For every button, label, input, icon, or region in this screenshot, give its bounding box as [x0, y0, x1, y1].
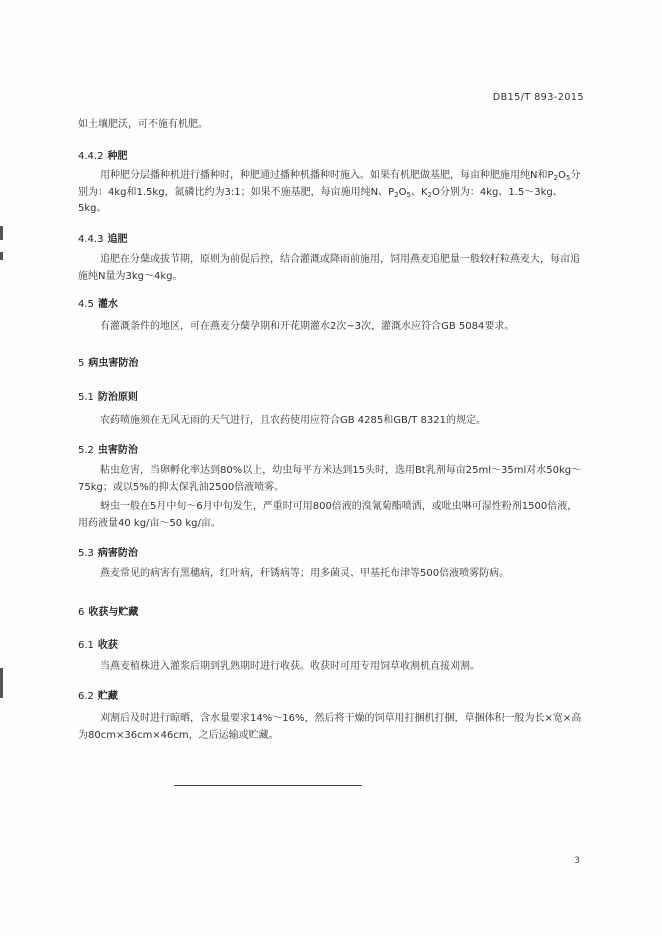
end-rule — [174, 785, 362, 786]
heading-6-2 — [78, 687, 118, 702]
paragraph-armyworm: 粘虫危害，当卵孵化率达到80%以上，幼虫每平方米达到15头时，选用Bt乳剂每亩25ml～35ml对水50kg～75kg；或以5%的抑太保乳油2500倍液喷雾。 — [78, 465, 582, 493]
heading-title: 收获与贮藏 — [88, 607, 139, 618]
heading-number: 4.5 — [78, 299, 94, 310]
heading-number: 4.4.3 — [78, 234, 104, 245]
heading-title: 防治原则 — [97, 392, 138, 403]
subscript: 2 — [427, 190, 432, 199]
text-run: 分别为：4kg和1.5kg，氮磷比约为3:1；如果不施基肥，每亩施用纯N、P — [78, 170, 581, 198]
paragraph-aphid: 蚜虫一般在5月中旬～6月中旬发生，严重时可用800倍液的溴氰菊酯喷洒，或吡虫啉可湿性粉剂1500倍液，用药液量40 kg/亩～50 kg/亩。 — [78, 501, 578, 529]
text-run: 用种肥分层播种机进行播种时，种肥通过播种机播种时施入。如果有机肥做基肥，每亩种肥施用纯N和P — [100, 170, 554, 181]
paragraph-control-principle: 农药喷施须在无风无雨的天气进行，且农药使用应符合GB 4285和GB/T 8321的规定。 — [100, 415, 486, 426]
heading-5-2 — [78, 441, 138, 456]
text-run: O分别为：4kg、1.5～3kg、5kg。 — [78, 186, 563, 214]
heading-number: 6 — [78, 607, 85, 618]
text-run: O — [557, 170, 566, 181]
subscript: 2 — [394, 190, 399, 199]
heading-title: 病虫害防治 — [88, 358, 139, 369]
heading-number: 5.2 — [78, 445, 94, 456]
heading-4-4-2 — [78, 147, 127, 162]
heading-title: 追肥 — [107, 234, 128, 245]
heading-title: 虫害防治 — [97, 445, 138, 456]
heading-title: 种肥 — [107, 151, 128, 162]
paragraph-disease: 燕麦常见的病害有黑穗病，红叶病，秆锈病等；用多菌灵、甲基托布津等500倍液喷雾防病。 — [100, 568, 510, 579]
heading-title: 灌水 — [97, 299, 118, 310]
paragraph-harvest: 当燕麦植株进入灌浆后期到乳熟期时进行收获。收获时可用专用饲草收割机直接刈割。 — [100, 661, 480, 672]
text-run: 、K — [410, 186, 428, 198]
heading-title: 病害防治 — [97, 548, 138, 559]
heading-number: 6.2 — [78, 691, 94, 702]
page-number: 3 — [574, 856, 580, 866]
document-code: DB15/T 893-2015 — [492, 92, 584, 103]
paragraph-irrigation: 有灌溉条件的地区，可在燕麦分蘖孕期和开花期灌水2次~3次，灌溉水应符合GB 5084要求。 — [100, 321, 515, 332]
paragraph-seed-fertilizer — [78, 168, 584, 218]
heading-6 — [78, 603, 138, 618]
heading-title: 收获 — [97, 640, 118, 651]
paragraph-intro: 如土壤肥沃，可不施有机肥。 — [78, 119, 208, 130]
heading-number: 5.3 — [78, 548, 94, 559]
heading-5-1 — [78, 388, 138, 403]
heading-number: 5 — [78, 358, 85, 369]
scan-edge-mark — [0, 252, 3, 260]
paragraph-topdressing: 追肥在分蘖或拔节期，原则为前促后控，结合灌溉或降雨前施用，饲用燕麦追肥量一般较籽粒燕麦大，每亩追施纯N量为3kg～4kg。 — [78, 254, 580, 282]
scan-edge-mark — [0, 668, 3, 698]
heading-number: 5.1 — [78, 392, 94, 403]
paragraph-storage: 刈割后及时进行晾晒，含水量要求14%～16%，然后将干燥的饲草用打捆机打捆，草捆体积一般为长×宽×高为80cm×36cm×46cm，之后运输或贮藏。 — [78, 713, 582, 741]
heading-6-1 — [78, 636, 118, 651]
subscript: 5 — [565, 174, 571, 182]
heading-number: 6.1 — [78, 640, 94, 651]
scan-edge-mark — [0, 226, 3, 240]
heading-5-3 — [78, 544, 138, 559]
subscript: 2 — [553, 174, 558, 182]
subscript: 5 — [406, 190, 411, 199]
text-run: O — [398, 186, 407, 198]
heading-number: 4.4.2 — [78, 151, 104, 162]
heading-4-5 — [78, 295, 118, 310]
heading-4-4-3 — [78, 230, 127, 245]
heading-title: 贮藏 — [97, 691, 118, 702]
heading-5 — [78, 354, 138, 369]
